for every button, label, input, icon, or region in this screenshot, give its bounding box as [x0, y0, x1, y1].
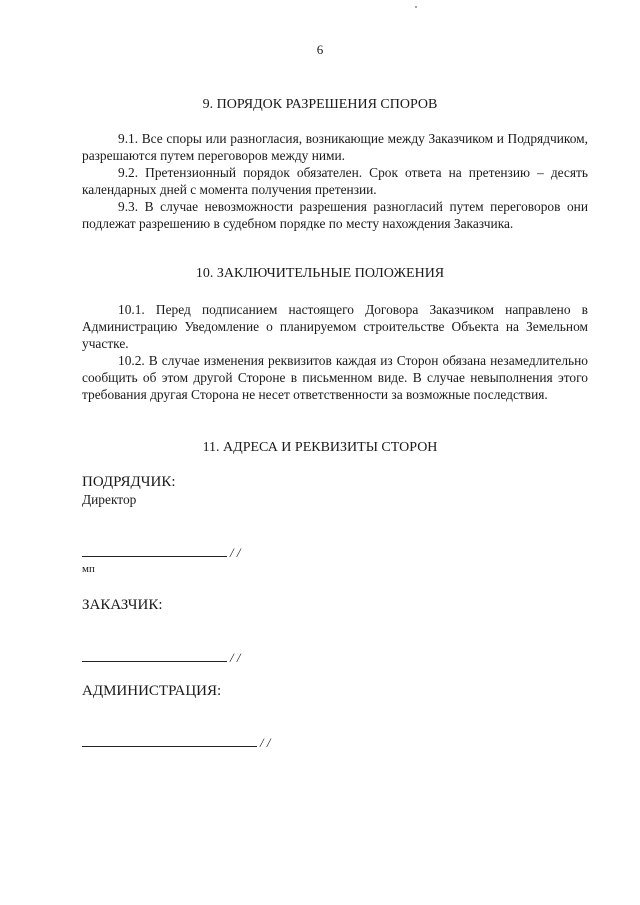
contractor-label: ПОДРЯДЧИК: — [82, 474, 176, 490]
contractor-signature-line — [82, 545, 240, 561]
customer-label: ЗАКАЗЧИК: — [82, 597, 163, 613]
administration-label: АДМИНИСТРАЦИЯ: — [82, 683, 222, 699]
paragraph-9-2: 9.2. Претензионный порядок обязателен. Срок ответа на претензию – десять календарных дней с момента получения претензии. — [82, 165, 588, 197]
paragraph-9-3: 9.3. В случае невозможности разрешения разногласий путем переговоров они подлежат разрешению в судебном порядке по месту нахождения Заказчика. — [82, 199, 588, 231]
paragraph-10-2: 10.2. В случае изменения реквизитов каждая из Сторон обязана незамедлительно сообщить об этом другой Стороне в письменном виде. В случае невыполнения этого требования другая Сторона не несет ответственности за возможные последствия. — [82, 353, 588, 402]
signature-underline — [82, 650, 227, 662]
signature-slashes: / / — [260, 735, 271, 750]
signature-slashes: / / — [230, 650, 241, 665]
page-number: 6 — [316, 42, 324, 57]
signature-underline — [82, 735, 257, 747]
signature-underline — [82, 545, 227, 557]
section-9-title: 9. ПОРЯДОК РАЗРЕШЕНИЯ СПОРОВ — [202, 97, 438, 112]
administration-signature-line — [82, 735, 270, 751]
stamp-label: мп — [82, 563, 95, 575]
section-10-title: 10. ЗАКЛЮЧИТЕЛЬНЫЕ ПОЛОЖЕНИЯ — [195, 266, 445, 281]
section-11-title: 11. АДРЕСА И РЕКВИЗИТЫ СТОРОН — [202, 440, 438, 455]
signature-slashes: / / — [230, 545, 241, 560]
contractor-role: Директор — [82, 492, 137, 507]
customer-signature-line — [82, 650, 240, 666]
scan-speck — [415, 6, 417, 8]
paragraph-10-1: 10.1. Перед подписанием настоящего Договора Заказчиком направлено в Администрацию Уведомление о планируемом строительстве Объекта на Земельном участке. — [82, 302, 588, 351]
paragraph-9-1: 9.1. Все споры или разногласия, возникающие между Заказчиком и Подрядчиком, разрешаются путем переговоров между ними. — [82, 131, 588, 163]
